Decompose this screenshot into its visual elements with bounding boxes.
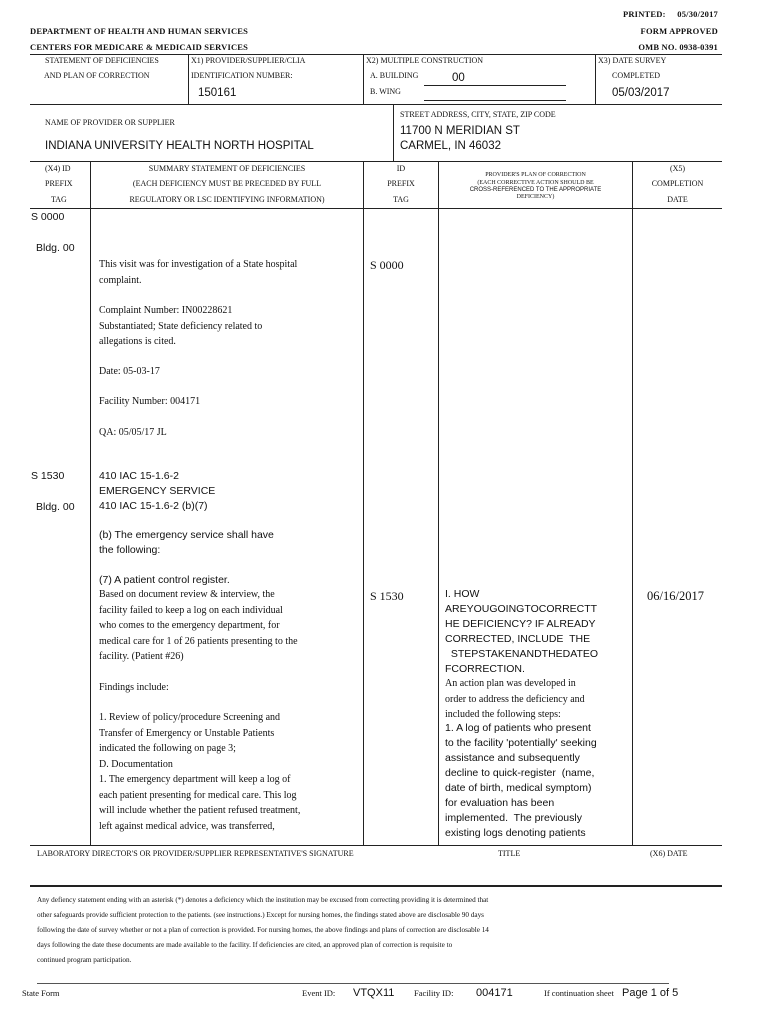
id-head-3: TAG (393, 195, 409, 204)
review-line-3: indicated the following on page 3; (99, 743, 236, 754)
x6-date-label: (X6) DATE (650, 849, 688, 858)
complaint-line-1: Complaint Number: IN00228621 (99, 305, 233, 316)
findings-include: Findings include: (99, 682, 169, 693)
address-line-1: 11700 N MERIDIAN ST (400, 125, 520, 137)
finding-line-1: Based on document review & interview, the (99, 589, 275, 600)
visit-line-2: complaint. (99, 274, 142, 286)
bldg-2: Bldg. 00 (36, 501, 75, 513)
plan-c-line-8: existing logs denoting patients (445, 827, 586, 839)
seven-line: (7) A patient control register. (99, 574, 230, 586)
wing-underline (424, 100, 566, 101)
x5-head-1: (X5) (669, 164, 686, 173)
rule-table-bottom (30, 845, 722, 846)
finding-line-2: facility failed to keep a log on each individual (99, 604, 283, 616)
x4-head-3: TAG (51, 195, 67, 204)
centers-title: CENTERS FOR MEDICARE & MEDICAID SERVICES (30, 42, 249, 52)
rule-col-head-top (30, 161, 722, 162)
plan-head-4: DEFICIENCY) (516, 194, 555, 200)
x4-head-2: PREFIX (45, 179, 73, 188)
x3-value: 05/03/2017 (612, 87, 670, 99)
dept-title: DEPARTMENT OF HEALTH AND HUMAN SERVICES (30, 26, 249, 36)
printed-date: 05/30/2017 (677, 9, 718, 19)
tag-s0000-right: S 0000 (370, 258, 404, 272)
plan-b-line-2: order to address the deficiency and (445, 693, 585, 705)
x5-head-3: DATE (667, 195, 688, 204)
date-line: Date: 05-03-17 (99, 366, 160, 377)
visit-line-1: This visit was for investigation of a State hospital (99, 259, 298, 270)
rule-mid (30, 104, 722, 105)
rule-top (30, 54, 722, 55)
plan-c-line-6: for evaluation has been (445, 797, 555, 809)
disclaimer-line-1: Any defiency statement ending with an asterisk (*) denotes a deficiency which the institution may be excused from correcting providing it is determined that (37, 896, 489, 904)
disclaimer-line-4: days following the date these documents are made available to the facility. If deficiencies are cited, an approved plan of correction is requisite to (37, 941, 453, 949)
vline-col-b (363, 161, 364, 845)
plan-text (445, 587, 598, 677)
disclaimer-line-3: following the date of survey whether or not a plan of correction is provided. For nursing homes, the above findings and plans of correction are disclosable 14 (37, 926, 489, 934)
plan-c-line-3: assistance and subsequently (445, 752, 580, 764)
provider-label: NAME OF PROVIDER OR SUPPLIER (45, 118, 175, 127)
finding-line-3: who comes to the emergency department, for (99, 620, 280, 631)
finding-line-5: facility. (Patient #26) (99, 651, 184, 662)
x1-label-2: IDENTIFICATION NUMBER: (191, 71, 293, 80)
disclaimer-rule (37, 983, 669, 984)
vline-3 (595, 54, 596, 104)
facility-id-label: Facility ID: (414, 988, 454, 998)
vline-col-d (632, 161, 633, 845)
review-line-4: D. Documentation (99, 758, 173, 770)
x4-head-1: (X4) ID (45, 164, 71, 173)
facility-line: Facility Number: 004171 (99, 396, 201, 407)
complaint-line-2: Substantiated; State deficiency related to (99, 320, 263, 332)
omb-number: OMB NO. 0938-0391 (638, 42, 718, 52)
review-text (99, 710, 300, 834)
plan-c-text (445, 721, 597, 841)
stmt-label-2: AND PLAN OF CORRECTION (44, 71, 150, 80)
address-line-2: CARMEL, IN 46032 (400, 140, 501, 152)
event-id-label: Event ID: (302, 988, 336, 998)
stmt-label-1: STATEMENT OF DEFICIENCIES (45, 56, 159, 65)
b-text (99, 528, 274, 558)
summary-head-2: (EACH DEFICIENCY MUST BE PRECEDED BY FULL (132, 179, 322, 188)
continuation-label: If continuation sheet (544, 988, 614, 998)
visit-text (99, 257, 297, 288)
plan-a-line-1: I. HOW (445, 588, 480, 600)
completion-date: 06/16/2017 (647, 589, 704, 603)
plan-c-line-4: decline to quick-register (name, (445, 767, 595, 779)
complaint-text (99, 303, 262, 350)
plan-a-line-6: FCORRECTION. (445, 663, 525, 675)
vline-col-a (90, 161, 91, 845)
address-label: STREET ADDRESS, CITY, STATE, ZIP CODE (400, 110, 556, 119)
rule-text (99, 469, 215, 514)
review-line-6: each patient presenting for medical care. This log (99, 789, 297, 801)
review-line-5: 1. The emergency department will keep a log of (99, 774, 291, 785)
plan-b-text (445, 676, 585, 723)
bldg-1: Bldg. 00 (36, 242, 75, 254)
qa-line: QA: 05/05/17 JL (99, 427, 167, 438)
disclaimer (37, 893, 489, 968)
state-form-label: State Form (22, 988, 60, 998)
plan-b-line-3: included the following steps: (445, 709, 561, 720)
plan-c-line-5: date of birth, medical symptom) (445, 782, 592, 794)
plan-a-line-5: STEPSTAKENANDTHEDATEO (445, 648, 599, 660)
complaint-line-3: allegations is cited. (99, 336, 176, 347)
plan-c-line-2: to the facility 'potentially' seeking (445, 737, 597, 749)
plan-a-line-2: AREYOUGOINGTOCORRECTT (445, 603, 598, 615)
plan-c-line-7: implemented. The previously (445, 812, 582, 824)
plan-head-1: PROVIDER'S PLAN OF CORRECTION (485, 172, 586, 178)
wing-label: B. WING (370, 87, 401, 96)
id-head-1: ID (396, 164, 406, 173)
plan-a-line-3: HE DEFICIENCY? IF ALREADY (445, 618, 596, 630)
building-label: A. BUILDING (370, 71, 419, 80)
disclaimer-line-2: other safeguards provide sufficient protection to the patients. (see instructions.) Except for nursing homes, the findings stated above are disclosable 90 days (37, 911, 484, 919)
id-head-2: PREFIX (387, 179, 415, 188)
disclaimer-line-5: continued program participation. (37, 956, 132, 964)
signature-rule (30, 885, 722, 887)
plan-b-line-1: An action plan was developed in (445, 678, 576, 689)
provider-value: INDIANA UNIVERSITY HEALTH NORTH HOSPITAL (45, 140, 314, 152)
summary-head-3: REGULATORY OR LSC IDENTIFYING INFORMATION) (129, 195, 325, 204)
tag-s1530: S 1530 (31, 470, 65, 482)
review-line-8: left against medical advice, was transferred, (99, 820, 275, 832)
b-line-2: the following: (99, 544, 161, 556)
plan-head-2: (EACH CORRECTIVE ACTION SHOULD BE (477, 180, 594, 186)
form-approved: FORM APPROVED (640, 26, 718, 36)
finding-line-4: medical care for 1 of 26 patients presenting to the (99, 635, 298, 647)
facility-id-value: 004171 (476, 987, 513, 999)
plan-head-3: CROSS-REFERENCED TO THE APPROPRIATE (469, 187, 602, 193)
signature-label: LABORATORY DIRECTOR'S OR PROVIDER/SUPPLIER REPRESENTATIVE'S SIGNATURE (37, 849, 354, 858)
tag-s0000: S 0000 (31, 211, 65, 223)
title-label: TITLE (498, 849, 521, 858)
rule-line-3: 410 IAC 15-1.6-2 (b)(7) (99, 500, 208, 512)
plan-c-line-1: 1. A log of patients who present (445, 722, 591, 734)
building-underline (424, 85, 566, 86)
vline-1 (188, 54, 189, 104)
rule-line-1: 410 IAC 15-1.6-2 (99, 470, 179, 482)
vline-4 (393, 104, 394, 161)
printed-label: PRINTED: (622, 9, 666, 19)
summary-head-1: SUMMARY STATEMENT OF DEFICIENCIES (148, 164, 306, 173)
rule-line-2: EMERGENCY SERVICE (99, 485, 216, 497)
tag-s1530-right: S 1530 (370, 589, 404, 603)
review-line-7: will include whether the patient refused treatment, (99, 805, 301, 816)
x3-label: X3) DATE SURVEY (598, 56, 667, 65)
plan-a-line-4: CORRECTED, INCLUDE THE (445, 633, 591, 645)
page-number: Page 1 of 5 (622, 987, 679, 999)
vline-2 (363, 54, 364, 104)
rule-col-head-bottom (30, 208, 722, 209)
x1-label: X1) PROVIDER/SUPPLIER/CLIA (191, 56, 306, 65)
event-id-value: VTQX11 (353, 987, 395, 999)
printed-line (623, 9, 718, 19)
finding-text (99, 587, 298, 665)
vline-col-c (438, 161, 439, 845)
review-line-1: 1. Review of policy/procedure Screening and (99, 712, 281, 723)
b-line-1: (b) The emergency service shall have (99, 529, 274, 541)
review-line-2: Transfer of Emergency or Unstable Patients (99, 727, 275, 739)
x1-value: 150161 (198, 87, 237, 99)
x5-head-2: COMPLETION (651, 179, 704, 188)
x3-label-2: COMPLETED (612, 71, 660, 80)
building-value: 00 (452, 72, 465, 84)
x2-label: X2) MULTIPLE CONSTRUCTION (366, 56, 484, 65)
